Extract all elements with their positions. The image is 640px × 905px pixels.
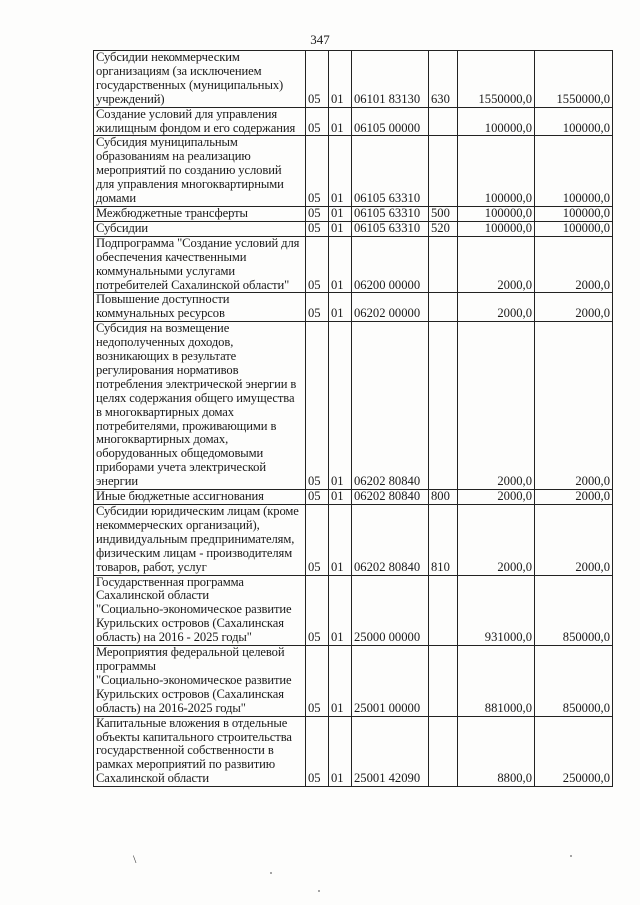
row-subsection: 01: [329, 107, 352, 136]
row-expense-type: [429, 107, 458, 136]
row-amount-2: 1550000,0: [535, 51, 613, 108]
row-subsection: 01: [329, 293, 352, 322]
footer-mark: \: [133, 852, 137, 866]
row-section: 05: [306, 646, 329, 717]
row-amount-2: 850000,0: [535, 646, 613, 717]
row-amount-2: 2000,0: [535, 322, 613, 490]
row-section: 05: [306, 236, 329, 293]
row-subsection: 01: [329, 221, 352, 236]
row-amount-1: 1550000,0: [458, 51, 535, 108]
row-amount-2: 2000,0: [535, 490, 613, 505]
row-amount-2: 850000,0: [535, 575, 613, 646]
row-expense-type: 520: [429, 221, 458, 236]
row-amount-1: 2000,0: [458, 293, 535, 322]
table-row: [94, 505, 613, 576]
row-subsection: 01: [329, 646, 352, 717]
row-name: Субсидия на возмещение недополученных доходов, возникающих в результате регулирования нормативов потребления электрической энергии в целях содержания общего имущества в многоквартирных домах потребителями, проживающими в многоквартирных домах, оборудованных общедомовыми приборами учета электрической энергии: [94, 322, 306, 490]
row-expense-type: [429, 293, 458, 322]
row-expense-type: [429, 575, 458, 646]
row-subsection: 01: [329, 206, 352, 221]
row-subsection: 01: [329, 575, 352, 646]
row-section: 05: [306, 107, 329, 136]
row-subsection: 01: [329, 322, 352, 490]
row-target-code: 25001 00000: [352, 646, 429, 717]
row-target-code: 06202 00000: [352, 293, 429, 322]
row-amount-1: 931000,0: [458, 575, 535, 646]
row-expense-type: [429, 236, 458, 293]
row-section: 05: [306, 206, 329, 221]
row-amount-1: 2000,0: [458, 236, 535, 293]
budget-table: [93, 50, 613, 787]
row-name: Мероприятия федеральной целевой программы "Социально-экономическое развитие Курильских островов (Сахалинская область) на 2016-2025 годы": [94, 646, 306, 717]
table-row: [94, 206, 613, 221]
row-name: Межбюджетные трансферты: [94, 206, 306, 221]
row-expense-type: [429, 716, 458, 787]
row-section: 05: [306, 51, 329, 108]
row-amount-2: 2000,0: [535, 236, 613, 293]
row-target-code: 06105 63310: [352, 136, 429, 207]
table-row: [94, 136, 613, 207]
row-amount-1: 100000,0: [458, 221, 535, 236]
row-subsection: 01: [329, 505, 352, 576]
row-expense-type: [429, 322, 458, 490]
row-amount-2: 2000,0: [535, 293, 613, 322]
row-subsection: 01: [329, 51, 352, 108]
budget-table-body: [94, 51, 613, 787]
page-number: 347: [310, 32, 330, 47]
row-target-code: 06105 63310: [352, 206, 429, 221]
row-target-code: 06200 00000: [352, 236, 429, 293]
row-name: Субсидии: [94, 221, 306, 236]
row-amount-1: 2000,0: [458, 490, 535, 505]
row-section: 05: [306, 136, 329, 207]
row-subsection: 01: [329, 236, 352, 293]
row-name: Капитальные вложения в отдельные объекты капитального строительства государственной собственности в рамках мероприятий по развитию Сахалинской области: [94, 716, 306, 787]
row-amount-2: 100000,0: [535, 206, 613, 221]
row-section: 05: [306, 322, 329, 490]
scan-speck: [570, 855, 572, 857]
table-row: [94, 51, 613, 108]
row-amount-2: 100000,0: [535, 221, 613, 236]
row-subsection: 01: [329, 136, 352, 207]
row-expense-type: [429, 136, 458, 207]
row-section: 05: [306, 505, 329, 576]
row-target-code: 06101 83130: [352, 51, 429, 108]
table-row: [94, 322, 613, 490]
table-row: [94, 221, 613, 236]
row-amount-1: 100000,0: [458, 206, 535, 221]
row-amount-1: 2000,0: [458, 505, 535, 576]
row-subsection: 01: [329, 490, 352, 505]
table-row: [94, 490, 613, 505]
table-row: [94, 107, 613, 136]
row-name: Подпрограмма "Создание условий для обеспечения качественными коммунальными услугами потребителей Сахалинской области": [94, 236, 306, 293]
row-target-code: 06105 63310: [352, 221, 429, 236]
row-expense-type: 500: [429, 206, 458, 221]
table-row: [94, 575, 613, 646]
row-amount-2: 250000,0: [535, 716, 613, 787]
row-name: Субсидия муниципальным образованиям на реализацию мероприятий по созданию условий для управления многоквартирными домами: [94, 136, 306, 207]
scan-speck: [318, 890, 320, 892]
row-amount-2: 2000,0: [535, 505, 613, 576]
row-section: 05: [306, 490, 329, 505]
row-target-code: 25001 42090: [352, 716, 429, 787]
table-row: [94, 646, 613, 717]
row-expense-type: [429, 646, 458, 717]
row-amount-1: 881000,0: [458, 646, 535, 717]
row-expense-type: 800: [429, 490, 458, 505]
row-target-code: 06105 00000: [352, 107, 429, 136]
row-section: 05: [306, 221, 329, 236]
row-target-code: 06202 80840: [352, 322, 429, 490]
row-name: Иные бюджетные ассигнования: [94, 490, 306, 505]
row-name: Субсидии юридическим лицам (кроме некоммерческих организаций), индивидуальным предпринимателям, физическим лицам - производителям товаров, работ, услуг: [94, 505, 306, 576]
row-amount-1: 8800,0: [458, 716, 535, 787]
row-name: Субсидии некоммерческим организациям (за исключением государственных (муниципальных) учреждений): [94, 51, 306, 108]
row-amount-1: 2000,0: [458, 322, 535, 490]
row-subsection: 01: [329, 716, 352, 787]
row-expense-type: 630: [429, 51, 458, 108]
scan-speck: [270, 872, 272, 874]
row-amount-2: 100000,0: [535, 107, 613, 136]
row-amount-1: 100000,0: [458, 136, 535, 207]
row-amount-1: 100000,0: [458, 107, 535, 136]
row-section: 05: [306, 575, 329, 646]
row-section: 05: [306, 293, 329, 322]
row-name: Государственная программа Сахалинской области "Социально-экономическое развитие Курильских островов (Сахалинская область) на 2016 - 2025 годы": [94, 575, 306, 646]
table-row: [94, 293, 613, 322]
row-expense-type: 810: [429, 505, 458, 576]
row-section: 05: [306, 716, 329, 787]
table-row: [94, 236, 613, 293]
row-target-code: 25000 00000: [352, 575, 429, 646]
row-amount-2: 100000,0: [535, 136, 613, 207]
row-name: Повышение доступности коммунальных ресурсов: [94, 293, 306, 322]
row-name: Создание условий для управления жилищным фондом и его содержания: [94, 107, 306, 136]
row-target-code: 06202 80840: [352, 505, 429, 576]
table-row: [94, 716, 613, 787]
row-target-code: 06202 80840: [352, 490, 429, 505]
